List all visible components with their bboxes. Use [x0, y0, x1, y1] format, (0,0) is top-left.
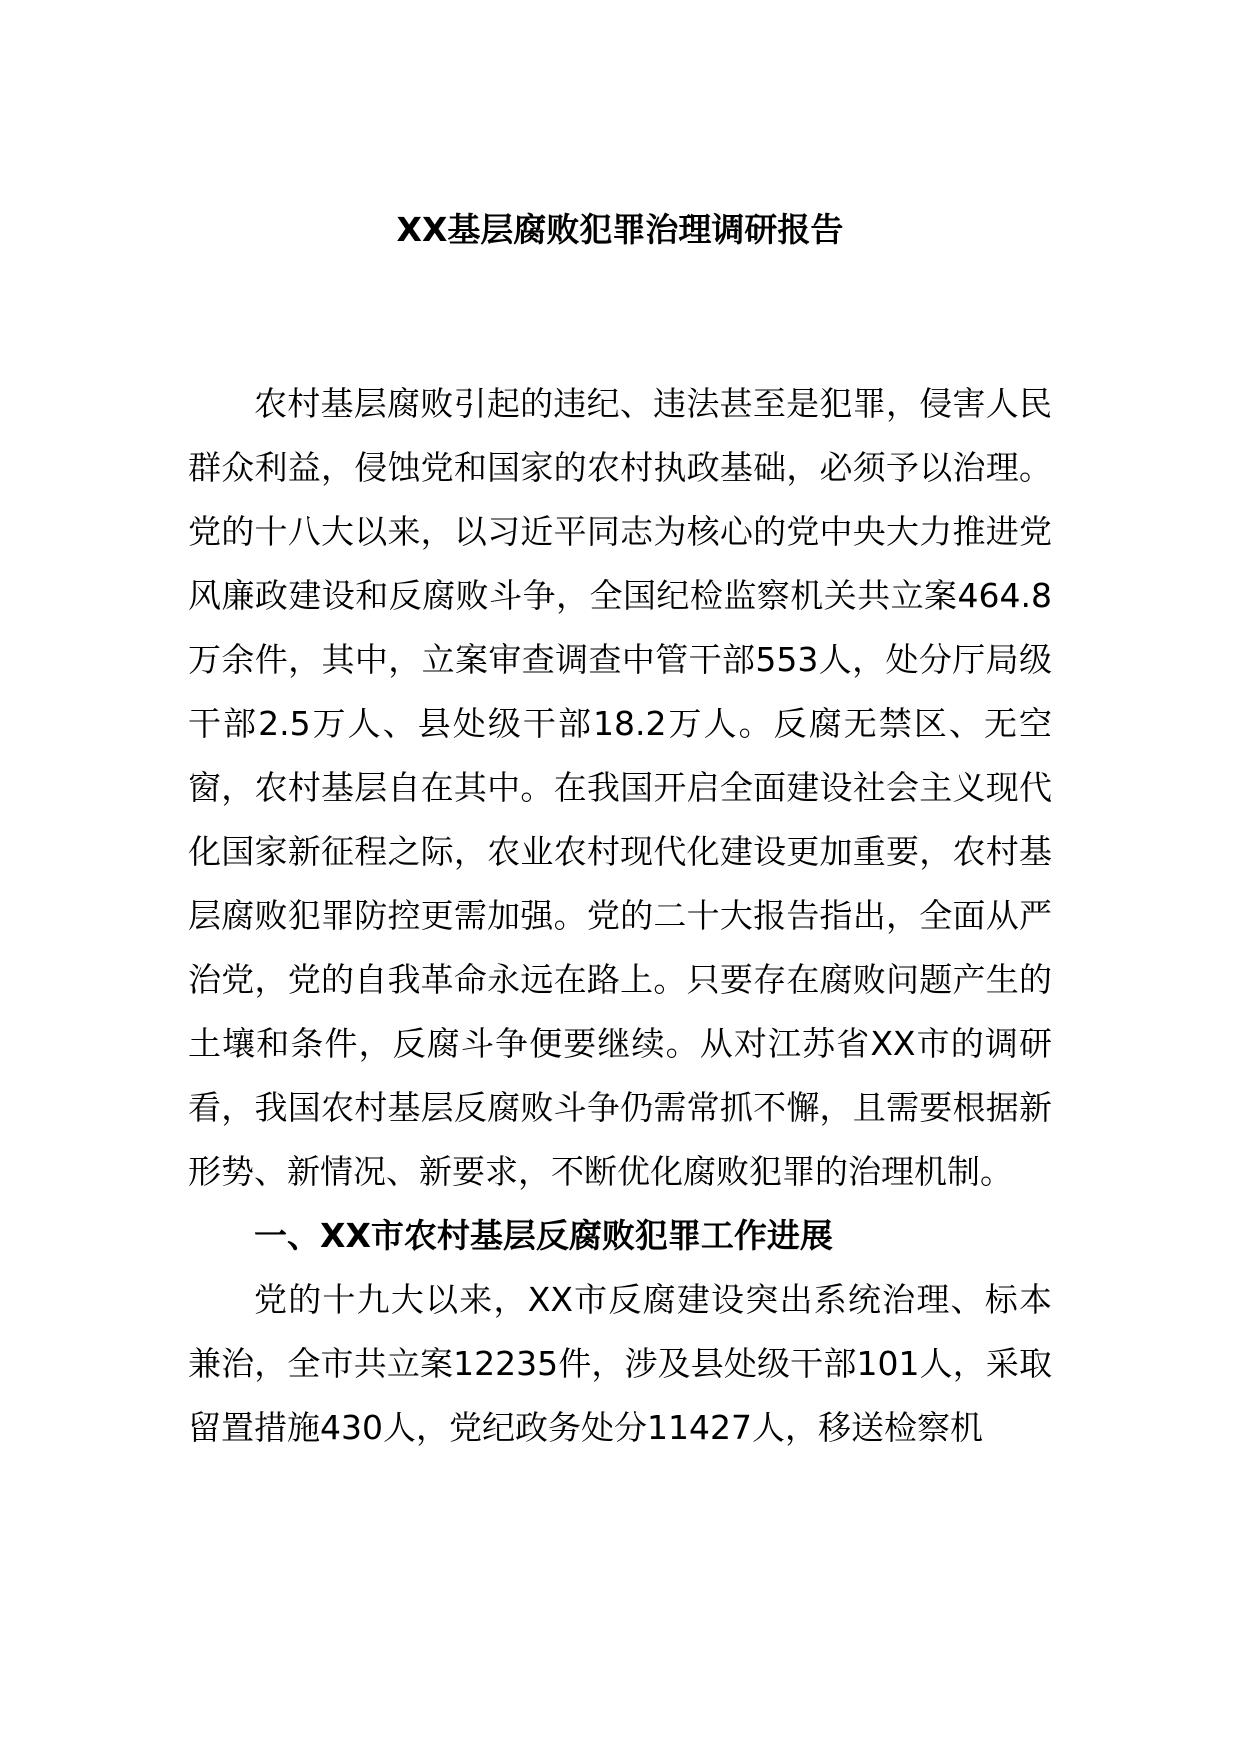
document-title: XX基层腐败犯罪治理调研报告: [396, 210, 844, 249]
paragraph-intro: 农村基层腐败引起的违纪、违法甚至是犯罪，侵害人民群众利益，侵蚀党和国家的农村执政基础，必须予以治理。党的十八大以来，以习近平同志为核心的党中央大力推进党风廉政建设和反腐败斗争，全国纪检监察机关共立案464.8万余件，其中，立案审查调查中管干部553人，处分厅局级干部2.5万人、县处级干部18.2万人。反腐无禁区、无空窗，农村基层自在其中。在我国开启全面建设社会主义现代化国家新征程之际，农业农村现代化建设更加重要，农村基层腐败犯罪防控更需加强。党的二十大报告指出，全面从严治党，党的自我革命永远在路上。只要存在腐败问题产生的土壤和条件，反腐斗争便要继续。从对江苏省XX市的调研看，我国农村基层反腐败斗争仍需常抓不懈，且需要根据新形势、新情况、新要求，不断优化腐败犯罪的治理机制。: [188, 384, 1052, 1191]
paragraph-section-1: 党的十九大以来，XX市反腐建设突出系统治理、标本兼治，全市共立案12235件，涉及县处级干部101人，采取留置措施430人，党纪政务处分11427人，移送检察机: [188, 1280, 1052, 1447]
section-heading-1: 一、XX市农村基层反腐败犯罪工作进展: [254, 1216, 833, 1255]
document-body: [188, 372, 1052, 1460]
